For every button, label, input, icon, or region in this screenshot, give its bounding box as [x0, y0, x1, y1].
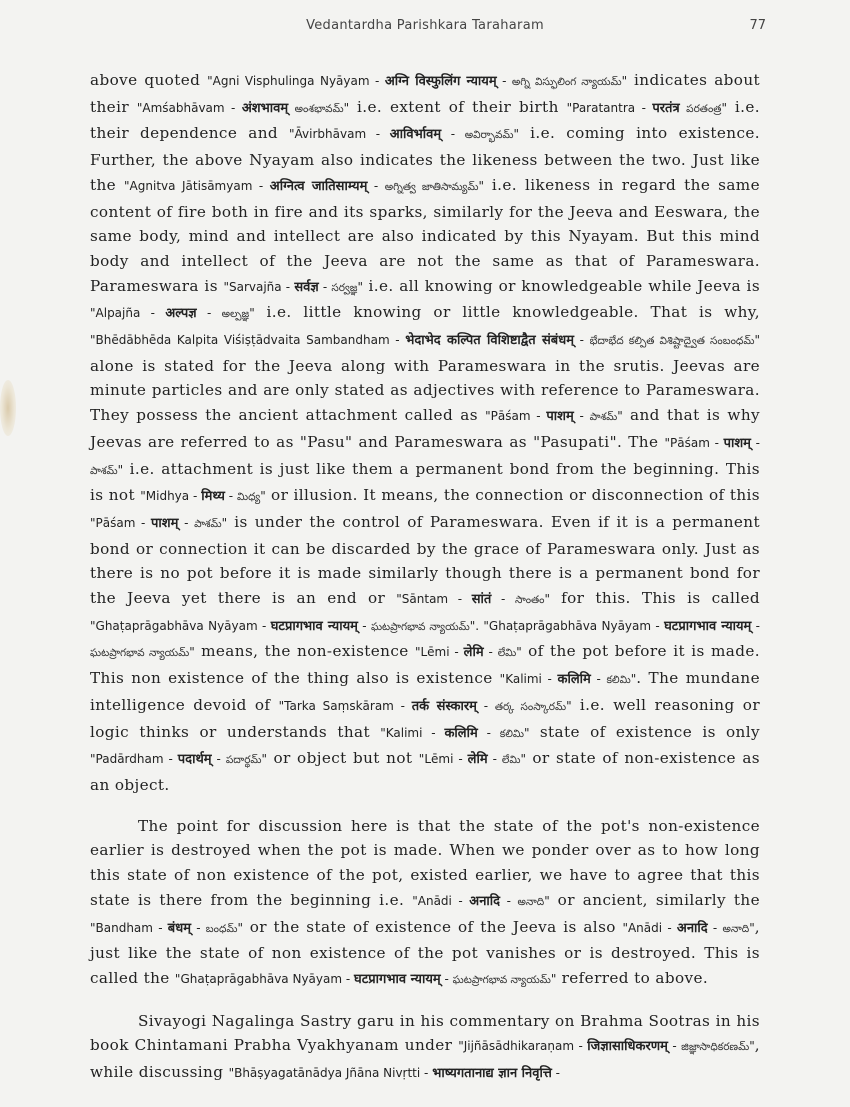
term-sanskrit: अनादि [469, 893, 501, 909]
term-transliteration: " [260, 489, 266, 504]
body-text: i.e. little knowing or little knowledgeable. That is why, [254, 303, 760, 322]
term-transliteration: " [749, 920, 755, 935]
term-transliteration: - [551, 1066, 560, 1081]
term-transliteration: "Pāśam - [90, 515, 152, 530]
term-telugu: తర్క సంస్కారమ్ [494, 700, 567, 713]
body-text: i.e. their dependence and [90, 97, 760, 143]
running-header [0, 18, 850, 38]
term-transliteration: "Tarka Saṃskāram - [278, 698, 412, 713]
paper-stain [0, 380, 16, 436]
term-sanskrit: अग्नित्व जातिसाम्यम् [269, 178, 368, 194]
body-text: means, the non-existence [194, 642, 415, 661]
term-transliteration: " [617, 409, 623, 424]
term-transliteration: - [440, 971, 453, 986]
term-telugu: అంశభావమ్ [294, 102, 344, 115]
term-transliteration: " [261, 752, 268, 767]
term-sanskrit: भाष्यगतानाद्य ज्ञान निवृत्ति [432, 1066, 552, 1082]
term-transliteration: - [476, 698, 495, 713]
term-telugu: అగ్నిత్వ జాతిసామ్యమ్ [384, 180, 479, 193]
term-sanskrit: परतंत्र [652, 100, 680, 116]
term-sanskrit: अग्नि विस्फुलिंग न्यायम् [384, 74, 497, 89]
term-telugu: లేమి [501, 754, 521, 767]
term-transliteration: - [357, 618, 371, 633]
body-text: above quoted [90, 71, 208, 89]
term-transliteration: - [590, 672, 607, 687]
term-sanskrit: मिथ्य [201, 489, 225, 505]
term-telugu: అనాది [722, 922, 750, 935]
term-transliteration: - [318, 279, 332, 294]
term-transliteration: " [343, 100, 350, 115]
term-telugu: పరతంత్ర [686, 102, 722, 115]
term-transliteration: "Midhya - [140, 489, 202, 504]
term-transliteration: "Jijñāsādhikaraṇam - [458, 1039, 588, 1054]
term-telugu: ఘటప్రాగభావ న్యాయమ్ [370, 620, 470, 633]
term-transliteration: " [516, 645, 522, 660]
term-transliteration: - [178, 515, 195, 530]
body-text: indicates about their [90, 71, 761, 116]
term-transliteration: - [667, 1039, 682, 1054]
term-telugu: సర్వజ్ఞ [331, 281, 358, 294]
term-transliteration: - [496, 74, 512, 88]
term-sanskrit: पदार्थम् [177, 752, 212, 768]
term-transliteration: - [483, 645, 498, 660]
term-transliteration: "Sāntam - [396, 592, 472, 607]
term-sanskrit: कलिमि [557, 672, 591, 688]
term-transliteration: "Anādi - [622, 920, 677, 935]
body-text: Sivayogi Nagalinga Sastry garu in his commentary on Brahma Sootras in his book Chintamani Prabha Vyakhyanam under [90, 1011, 760, 1055]
term-sanskrit: सांतं [471, 592, 492, 608]
term-transliteration: " [478, 178, 484, 193]
term-sanskrit: अंशभावम् [241, 100, 289, 116]
term-telugu: కలిమి [606, 674, 631, 687]
term-transliteration: "Padārdham - [90, 752, 178, 767]
term-transliteration: " [749, 1039, 755, 1054]
page-body [90, 68, 760, 1103]
term-transliteration: " [544, 893, 550, 908]
term-transliteration: "Lēmi - [414, 645, 464, 660]
term-sanskrit: लेमि [463, 645, 484, 661]
term-transliteration: "Lēmi - [418, 752, 468, 767]
term-telugu: అనాది [517, 895, 545, 908]
term-transliteration: " [630, 672, 637, 687]
term-transliteration: "Agni Visphulinga Nyāyam - [207, 74, 385, 88]
term-sanskrit: अनादि [676, 920, 708, 936]
term-telugu: బంధమ్ [205, 922, 238, 935]
body-text: i.e. likeness in regard the same content of fire both in fire and its sparks, similarly for the Jeeva and Eeswara, the same body, mind and intellect are also indicated by this Nyayam. But this mind body and intellect of the Jeeva are not the same as that of Parameswara. Parameswara is [90, 175, 760, 295]
term-telugu: పాశమ్ [90, 464, 118, 477]
term-telugu: భేదాభేద కల్పిత విశిష్టాద్వైత సంబంధమ్ [589, 335, 755, 348]
body-text: The point for discussion here is that the state of the pot's non-existence earlier is destroyed when the pot is made. When we ponder over as to how long this state of non existence of the pot, existed earlier, we have to agree that this state is there from the beginning i.e. [90, 816, 760, 909]
term-sanskrit: तर्क संस्कारम् [411, 698, 477, 714]
term-transliteration: ". "Ghaṭaprāgabhāva Nyāyam - [469, 618, 665, 633]
term-transliteration: " [189, 645, 195, 660]
term-transliteration: " [117, 462, 124, 477]
term-transliteration: "Kalimi - [499, 672, 558, 687]
term-transliteration: " [357, 279, 363, 294]
body-text: of the pot before it is made. This non existence of the thing also is existence [90, 642, 760, 688]
term-transliteration: " [550, 971, 557, 986]
term-transliteration: - [367, 178, 385, 193]
term-sanskrit: कलिमि [444, 725, 478, 741]
term-transliteration: " [544, 592, 551, 607]
term-telugu: సాంతం [514, 594, 545, 607]
term-sanskrit: सर्वज्ञ [294, 279, 319, 295]
body-text: i.e. all knowing or knowledgeable while Jeeva is [362, 276, 761, 295]
term-telugu: పదార్థమ్ [225, 754, 262, 767]
term-transliteration: " [237, 920, 244, 935]
term-telugu: జిజ్ఞాసాధికరణమ్ [681, 1041, 750, 1054]
body-text: . The mundane intelligence devoid of [90, 669, 761, 714]
body-text: or object but not [267, 749, 419, 768]
term-transliteration: - [487, 752, 502, 767]
term-transliteration: " [721, 100, 727, 115]
term-transliteration: - [573, 409, 590, 424]
body-text: alone is stated for the Jeeva along with Parameswara in the srutis. Jeevas are minute particles and are only stated as adjectives with reference to Parameswara. They possess the ancient attachment called as [90, 356, 760, 425]
term-telugu: ఘటప్రాగభావ న్యాయమ్ [90, 647, 190, 660]
term-telugu: ఘటప్రాగభావ న్యాయమ్ [452, 973, 551, 986]
term-sanskrit: आविर्भावम् [389, 127, 442, 143]
body-text: for this. This is called [550, 589, 760, 608]
body-text: or illusion. It means, the connection or disconnection of this [265, 486, 760, 505]
term-transliteration: "Bhēdābhēda Kalpita Viśiṣṭādvaita Sambandham - [90, 333, 406, 348]
term-transliteration: - [491, 592, 515, 607]
running-title: Vedantardha Parishkara Taraharam [306, 18, 544, 33]
term-transliteration: " [524, 725, 530, 740]
term-transliteration: "Bandham - [90, 920, 168, 935]
term-transliteration: - [750, 435, 760, 450]
body-text: i.e. coming into existence. Further, the above Nyayam also indicates the likeness between the two. Just like the [90, 124, 760, 194]
term-sanskrit: भेदाभेद कल्पित विशिष्टाद्वैत संबंधम् [405, 333, 574, 349]
paragraph [90, 814, 760, 993]
term-transliteration: " [221, 515, 228, 530]
term-transliteration: "Āvirbhāvam - [289, 127, 390, 142]
term-transliteration: " [520, 752, 526, 767]
body-text: or ancient, similarly the [549, 890, 760, 909]
term-telugu: పాశమ్ [589, 411, 618, 424]
term-transliteration: "Agnitva Jātisāmyam - [124, 178, 270, 193]
term-transliteration: - [224, 489, 237, 504]
term-sanskrit: अल्पज्ञ [165, 306, 197, 322]
term-transliteration: - [441, 127, 465, 142]
page-number: 77 [749, 18, 766, 33]
body-text: i.e. attachment is just like them a permanent bond from the beginning. This is not [90, 459, 760, 505]
term-transliteration: "Amśabhāvam - [136, 100, 242, 115]
body-text: or state of non-existence as an object. [90, 749, 760, 794]
term-transliteration: - [500, 893, 518, 908]
term-sanskrit: पाशम् [723, 435, 751, 451]
term-transliteration: - [751, 618, 760, 633]
term-transliteration: - [574, 333, 590, 348]
body-text: state of existence is only [529, 722, 760, 741]
term-telugu: మిధ్య [236, 491, 261, 504]
term-telugu: లేమి [497, 647, 517, 660]
term-sanskrit: पाशम् [546, 409, 574, 425]
term-sanskrit: घटप्रागभाव न्यायम् [354, 971, 441, 987]
body-text: i.e. well reasoning or logic thinks or understands that [90, 695, 761, 741]
term-transliteration: " [566, 698, 572, 713]
term-transliteration: "Pāśam - [664, 435, 724, 450]
term-transliteration: "Bhāṣyagatānādya Jñāna Nivṛtti - [228, 1066, 433, 1081]
term-telugu: అవిర్భావమ్ [464, 129, 514, 142]
term-transliteration: - [190, 920, 206, 935]
term-telugu: కలిమి [499, 727, 525, 740]
term-transliteration: - [196, 306, 222, 321]
term-transliteration: - [707, 920, 723, 935]
paragraph [90, 1009, 760, 1087]
term-transliteration: " [754, 333, 760, 348]
term-transliteration: " [513, 127, 520, 142]
term-sanskrit: घटप्रागभाव न्यायम् [664, 618, 752, 634]
term-telugu: అల్పజ్ఞ [221, 308, 250, 321]
term-transliteration: "Kalimi - [380, 725, 445, 740]
body-text: is under the control of Parameswara. Even if it is a permanent bond or connection it can be discarded by the grace of Parameswara only. Just as there is no pot before it is made similarly though there is a permanent bond for the Jeeva yet there is an end or [90, 512, 760, 608]
paragraph [90, 68, 760, 798]
term-transliteration: "Anādi - [412, 893, 470, 908]
body-text: , while discussing [90, 1036, 760, 1082]
body-text: referred to above. [556, 968, 709, 987]
body-text: , just like the state of non existence of the pot vanishes or is destroyed. This is called the [90, 917, 760, 987]
term-sanskrit: जिज्ञासाधिकरणम् [587, 1039, 668, 1055]
body-text: or the state of existence of the Jeeva is also [243, 917, 623, 936]
term-transliteration: - [477, 725, 500, 740]
term-transliteration: "Ghaṭaprāgabhāva Nyāyam - [90, 618, 271, 633]
term-transliteration: "Alpajña - [90, 306, 166, 321]
body-text: i.e. extent of their birth [349, 97, 567, 116]
term-transliteration: "Paratantra - [566, 100, 653, 115]
body-text: and that is why Jeevas are referred to as "Pasu" and Parameswara as "Pasupati". The [90, 406, 760, 451]
term-transliteration: - [211, 752, 226, 767]
term-sanskrit: घटप्रागभाव न्यायम् [270, 618, 358, 634]
term-sanskrit: लेमि [467, 752, 488, 768]
term-sanskrit: बंधम् [167, 920, 191, 936]
term-transliteration: " [249, 306, 255, 321]
term-transliteration: "Ghaṭaprāgabhāva Nyāyam - [174, 971, 355, 986]
term-telugu: పాశమ్ [194, 517, 222, 530]
term-transliteration: " [621, 74, 628, 88]
term-transliteration: "Pāśam - [485, 409, 547, 424]
term-telugu: అగ్ని విస్ఫులింగ న్యాయమ్ [511, 76, 622, 88]
term-sanskrit: पाशम् [151, 515, 179, 531]
term-transliteration: "Sarvajña - [223, 279, 295, 294]
